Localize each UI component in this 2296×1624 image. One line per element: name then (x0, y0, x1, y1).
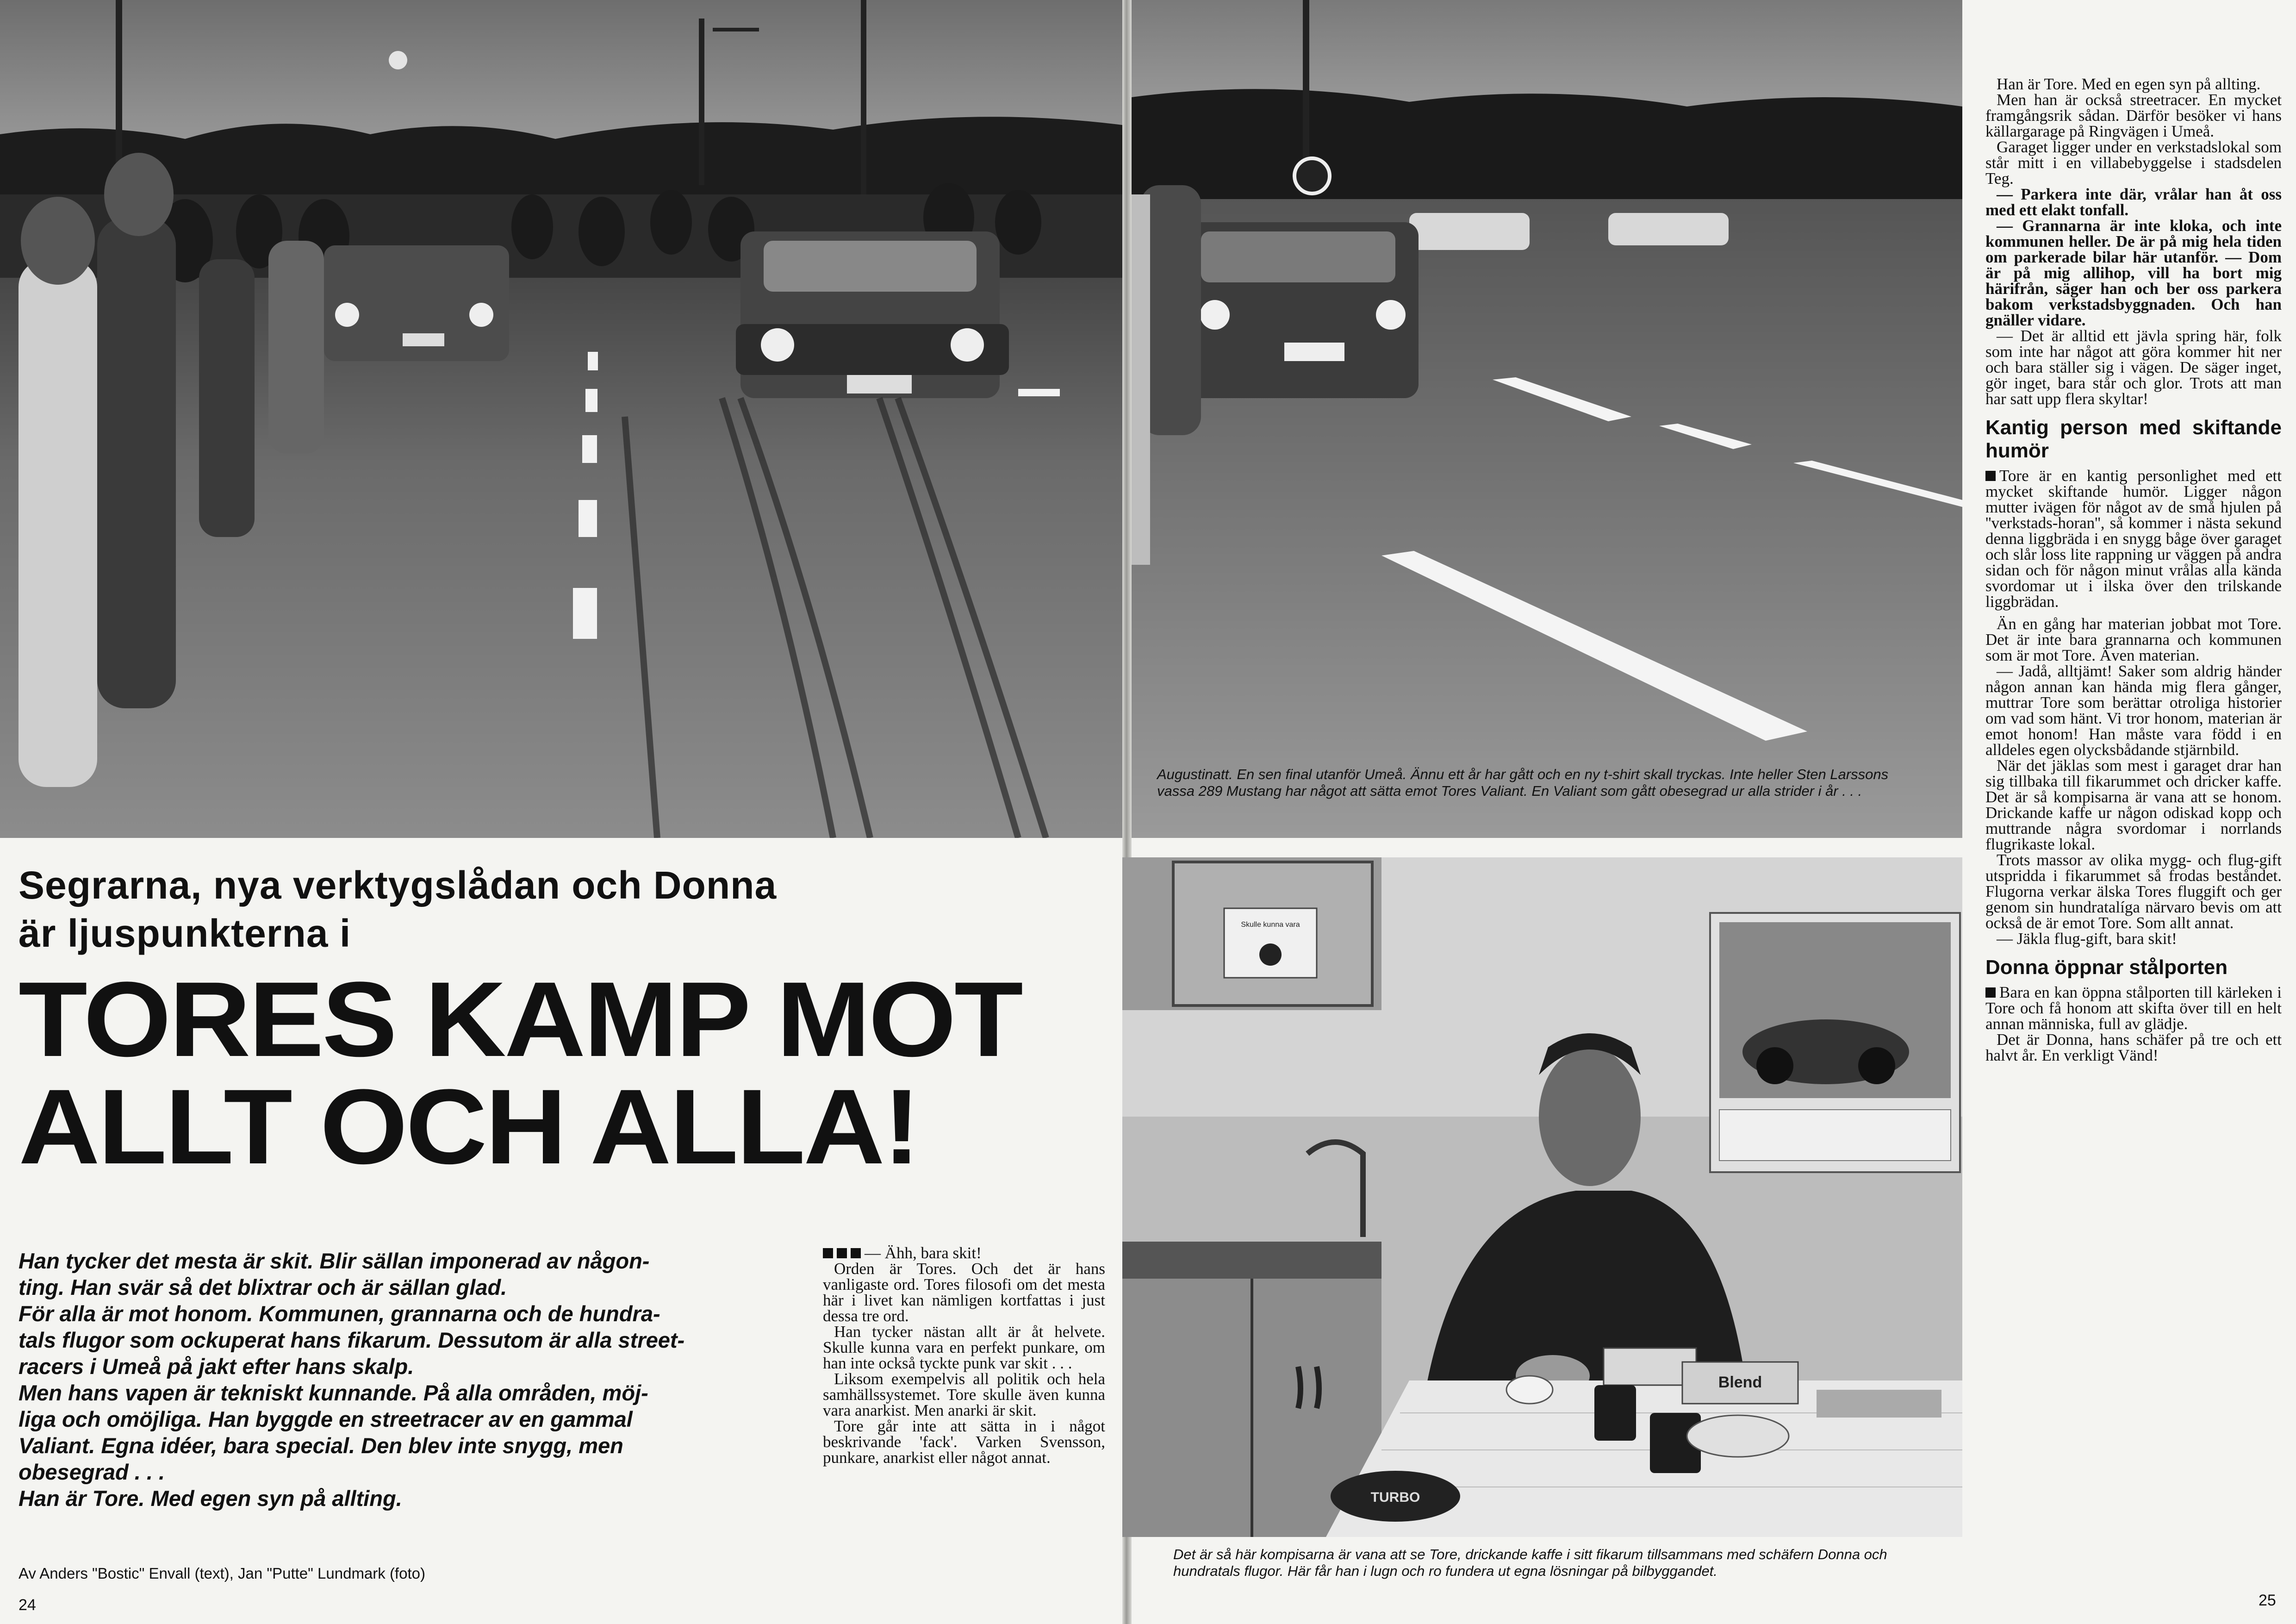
body-paragraph: Men han är också streetracer. En mycket framgångsrik sådan. Därför besöker vi hans källargarage på Ringvägen i Umeå. (1985, 91, 2282, 140)
column-1-first-line: — Ähh, bara skit! (865, 1244, 982, 1262)
headline-title-line-1: TORES KAMP MOT (19, 960, 1021, 1079)
street-race-photo-right (1132, 0, 1962, 838)
section-marker-icon (1985, 987, 1996, 998)
package-label: Blend (1718, 1374, 1762, 1391)
body-paragraph: Garaget ligger under en verkstadslokal som står mitt i en villabebyggelse i stadsdelen Teg. (1985, 138, 2282, 187)
lead-line: Men hans vapen är tekniskt kunnande. På alla områden, möj- (19, 1380, 648, 1405)
ashtray-label: TURBO (1370, 1490, 1420, 1505)
lead-paragraph (19, 1248, 796, 1512)
page-number-left: 24 (19, 1596, 36, 1614)
body-paragraph: — Grannarna är inte kloka, och inte kommunen heller. De är på mig hela tiden om parkerade bilar här utanför. — Dom är på mig allihop, vill ha bort mig härifrån, säger han och ber oss parkera bakom verkstadsbyggnaden. Och han gnäller vidare. (1985, 217, 2282, 329)
lead-line: Han är Tore. Med egen syn på allting. (19, 1486, 402, 1511)
headline-block (19, 861, 1037, 1186)
lead-line: racers i Umeå på jakt efter hans skalp. (19, 1354, 414, 1379)
body-paragraph: Tore går inte att sätta in i något beskrivande 'fack'. Varken Svensson, punkare, anarkist eller något annat. (823, 1417, 1105, 1467)
lead-line: obesegrad . . . (19, 1460, 165, 1484)
lead-line: Han tycker det mesta är skit. Blir sällan imponerad av någon- (19, 1249, 650, 1273)
section-marker-icon (1985, 471, 1996, 481)
lead-line: För alla är mot honom. Kommunen, grannarna och de hundra- (19, 1301, 660, 1326)
body-paragraph: Orden är Tores. Och det är hans vanligaste ord. Tores filosofi om det mesta här i livet kan nämligen kortfattas i just dessa tre ord. (823, 1260, 1105, 1325)
subheading-kantig-person: Kantig person med skiftande humör (1985, 416, 2282, 462)
lead-line: tals flugor som ockuperat hans fikarum. Dessutom är alla street- (19, 1328, 685, 1352)
body-column-2 (1985, 76, 2282, 1063)
section-marker-icon (823, 1248, 833, 1258)
lead-line: Valiant. Egna idéer, bara special. Den blev inte snygg, men (19, 1433, 623, 1458)
caption-top-photo: Augustinatt. En sen final utanför Umeå. Ännu ett år har gått och en ny t-shirt skall tryckas. Inte heller Sten Larssons vassa 289 Mustang har något att sätta emot Tores Valiant. En Valiant som gått obesegrad ur alla strider i år . . . (1157, 766, 1889, 799)
body-paragraph: Han är Tore. Med en egen syn på allting. (1997, 75, 2261, 93)
body-paragraph: När det jäklas som mest i garaget drar han sig tillbaka till fikarummet och dricker kaffe. Det är så kompisarna är vana att se honom. Drickande kaffe ur någon odiskad kopp och muttrande några svordomar i norrlands flugrikaste lokal. (1985, 756, 2282, 853)
body-paragraph: Tore är en kantig personlighet med ett mycket skiftande humör. Ligger någon mutter ivägen för något av de små hjulen på ''verkstads-horan'', så kommer i nästa sekund denna liggbräda i en snygg båge över garaget och slår loss lite rappning ur väggen på andra sidan och för någon minut vrålas alla kända svordomar ut i ilska över den trilskande liggbrädan. (1985, 467, 2282, 611)
street-race-photo-left (0, 0, 1122, 838)
body-paragraph: Än en gång har materian jobbat mot Tore. Det är inte bara grannarna och kommunen som är mot Tore. Även materian. (1985, 615, 2282, 664)
body-paragraph: Bara en kan öppna stålporten till kärleken i Tore och få honom att skifta över till en helt annan människa, full av glädje. (1985, 983, 2282, 1033)
body-paragraph: — Parkera inte där, vrålar han åt oss med ett elakt tonfall. (1985, 185, 2282, 219)
body-column-1 (823, 1245, 1105, 1466)
kicker-line-2: är ljuspunkterna i (19, 912, 351, 955)
body-paragraph: — Jäkla flug-gift, bara skit! (1997, 930, 2177, 948)
body-paragraph: — Jadå, alltjämt! Saker som aldrig händer någon annan kan hända mig flera gånger, muttrar Tore som berättar otroliga historier om vad som hänt. Vi tror honom, materian är emot honom! Han måste vara född i en alldeles egen olycksbådande stjärnbild. (1985, 662, 2282, 759)
body-paragraph: Det är Donna, hans schäfer på tre och ett halvt år. En verkligt Vänd! (1985, 1031, 2282, 1064)
kitchen-portrait-photo (1122, 857, 1962, 1537)
body-paragraph: — Det är alltid ett jävla spring här, folk som inte har något att göra kommer hit ner och bara ställer sig i vägen. De säger inget, gör inget, bara står och glor. Trots att man har satt upp flera skyltar! (1985, 327, 2282, 408)
lead-line: liga och omöjliga. Han byggde en streetracer av en gammal (19, 1407, 633, 1431)
kicker-line-1: Segrarna, nya verktygslådan och Donna (19, 863, 777, 907)
caption-kitchen-photo: Det är så här kompisarna är vana att se Tore, drickande kaffe i sitt fikarum tillsammans med schäfern Donna och hundratals flugor. Här får han i lugn och ro fundera ut egna lösningar på bilbyggandet. (1173, 1546, 1887, 1579)
byline: Av Anders "Bostic" Envall (text), Jan "Putte" Lundmark (foto) (19, 1565, 425, 1582)
body-paragraph: Liksom exempelvis all politik och hela samhällssystemet. Tore skulle även kunna vara anarkist. Men anarki är skit. (823, 1370, 1105, 1419)
body-paragraph: Trots massor av olika mygg- och flug-gift utspridda i fikarummet så frodas beståndet. Flugorna verkar älska Tores fluggift och ger genom sin hundratalíga närvaro bevis om att också de är emot Tore. Som allt annat. (1985, 851, 2282, 932)
section-marker-icon (837, 1248, 847, 1258)
body-paragraph: Han tycker nästan allt är åt helvete. Skulle kunna vara en perfekt punkare, om han inte också tyckte punk var skit . . . (823, 1323, 1105, 1372)
subheading-donna: Donna öppnar stålporten (1985, 956, 2228, 979)
page-number-right: 25 (2259, 1592, 2276, 1609)
lead-line: ting. Han svär så det blixtrar och är sällan glad. (19, 1275, 507, 1299)
headline-title-line-2: ALLT OCH ALLA! (19, 1067, 919, 1186)
wall-sign-text: Skulle kunna vara (1241, 921, 1300, 929)
section-marker-icon (851, 1248, 861, 1258)
